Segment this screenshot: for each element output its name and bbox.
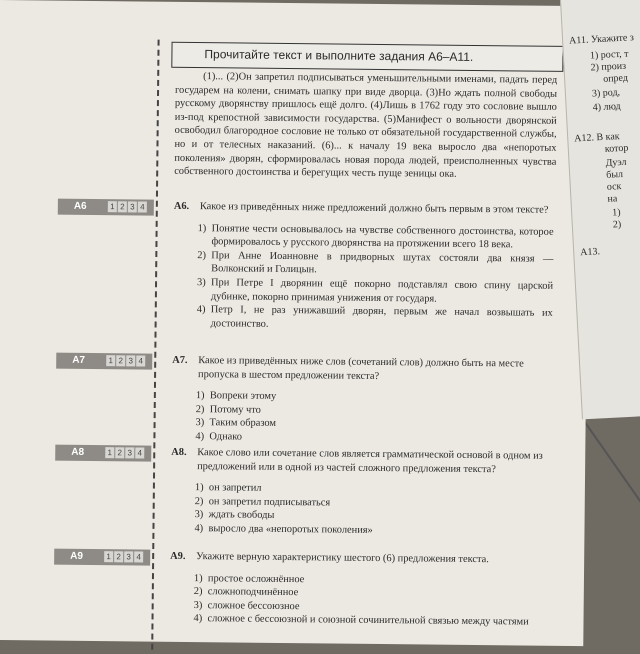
options-list [193,572,550,630]
option-number: 4) [195,431,205,443]
answer-cell-1[interactable]: 1 [106,355,115,366]
question-text: Укажите верную характеристику шестого (6) предложения текста. [196,551,489,566]
option-4 [197,303,553,334]
reading-passage: (1)... (2)Он запретил подписываться уменьшительными именами, падать перед государем на колени, снимать шапку при виде дворца. (3)Но ждать полной свободы русскому дворянству пришлось ещё долго. (4)Лишь в 1762 году это сословие вышло из-под крепостной зависимости государства. (5)Манифест о вольности дворянской освободил благородное сословие не только от обязательной государственной службы, но и от телесных наказаний. (6)... к началу 19 века выросло два «непоротых поколения» дворян, сформировалась новая порода людей, преисполненных чувства собственного достоинства и берегущих честь пуще зеницы ока. [174,71,558,180]
option-number: 1) [197,222,207,234]
option-text: Петр I, не раз унижавший дворян, первым же начал возвышать их достоинство. [210,304,553,330]
answer-cell-2[interactable]: 2 [118,201,127,212]
side-line: 2) произ [590,60,627,74]
answer-cells[interactable] [105,447,144,458]
answer-cell-3[interactable]: 3 [125,447,134,458]
option-4 [195,430,551,447]
question-label: А7 [72,354,86,366]
option-text: Однако [209,431,243,443]
option-3 [197,276,553,307]
option-number: 4) [193,613,203,625]
option-text: Понятие чести основывалось на чувстве собственного достоинства, которое формировалось у русского дворянства на протяжении всего 18 века. [211,222,554,251]
option-number: 1) [194,482,204,494]
question-number: А6. [173,200,190,212]
question-text: Какое из приведённых ниже предложений должно быть первым в этом тексте? [199,201,549,216]
side-line: на [607,193,618,205]
answer-cells[interactable] [104,551,143,562]
option-4 [193,612,549,629]
option-text: При Петре I дворянин ещё покорно подставлял свою спину царской дубинке, покорно принимая унижения от государя. [210,277,554,305]
option-number: 2) [195,403,205,415]
side-line: 4) люд [592,100,621,114]
side-line: А12. В как [574,131,620,145]
question-number: А8. [171,446,187,458]
side-line: опред [602,72,629,85]
answer-cell-3[interactable]: 3 [128,201,137,212]
side-line: котор [604,142,629,155]
option-text: При Анне Иоанновне в придворных шутах состояли два князя — Волконский и Голицын. [211,250,554,276]
question-label: А6 [73,200,87,212]
answer-cell-1[interactable]: 1 [108,201,117,212]
options-list [197,222,554,334]
side-line: был [605,168,624,181]
option-number: 2) [193,586,203,598]
answer-cells[interactable] [108,201,147,212]
answer-cell-4[interactable]: 4 [134,551,143,562]
option-text: выросло два «непоротых поколения» [208,523,373,536]
option-text: он запретил [208,482,262,494]
side-line: А11. Укажите з [568,32,635,47]
question-label: А9 [70,550,84,562]
option-number: 3) [194,509,204,521]
answer-cell-2[interactable]: 2 [114,551,123,562]
answer-cell-4[interactable]: 4 [135,447,144,458]
option-number: 2) [194,495,204,507]
side-line: 3) род, [591,86,621,100]
side-line: 1) [611,207,621,219]
options-list [194,481,551,539]
answer-cell-2[interactable]: 2 [115,447,124,458]
answer-cell-1[interactable]: 1 [105,447,114,458]
answer-cell-3[interactable]: 3 [124,551,133,562]
side-line: 1) рост, т [589,48,629,62]
option-text: ждать свободы [208,509,275,522]
answer-label-a7 [56,353,152,370]
side-line: оск [606,181,622,193]
option-text: он запретил подписываться [208,495,331,509]
options-list [195,389,552,447]
answer-label-a6 [58,199,154,216]
option-number: 4) [194,523,204,535]
question-a7 [171,354,552,448]
question-number: А7. [172,354,188,366]
option-number: 1) [193,572,203,584]
option-number: 4) [196,304,206,316]
side-line: Дуэл [605,156,627,169]
option-4 [194,522,550,539]
answer-cell-1[interactable]: 1 [104,551,113,562]
instruction-text: Прочитайте текст и выполните задания А6–А11. [204,47,474,64]
question-number: А9. [170,550,186,562]
answer-cell-3[interactable]: 3 [126,355,135,366]
question-text: Какое из приведённых ниже слов (сочетаний слов) должно быть на месте пропуска в шестом предложении текста? [198,355,524,382]
option-text: Потому что [209,404,261,416]
option-text: сложноподчинённое [207,586,299,599]
question-a6 [173,200,554,334]
side-line: А13. [579,246,601,259]
answer-cell-4[interactable]: 4 [138,201,147,212]
option-number: 2) [197,249,207,261]
answer-cell-4[interactable]: 4 [136,355,145,366]
option-number: 3) [196,277,206,289]
answer-cells[interactable] [106,355,145,366]
answer-cell-2[interactable]: 2 [116,355,125,366]
option-1 [197,222,553,253]
answer-label-a8 [55,445,151,462]
option-text: Таким образом [209,417,277,430]
instruction-box [171,42,563,72]
question-text: Какое слово или сочетание слов является грамматической основой в одном из предложений или в одной из частей сложного предложения текста? [197,447,543,475]
answer-label-a9 [54,549,150,566]
question-a8 [170,446,551,540]
option-2 [197,249,553,280]
option-text: простое осложнённое [207,572,305,585]
option-text: сложное с бессоюзной и союзной сочинительной связью между частями [207,613,529,628]
option-text: Вопреки этому [209,390,277,403]
side-line: 2) [612,219,622,231]
question-label: А8 [71,446,85,458]
option-number: 3) [193,599,203,611]
option-text: сложное бессоюзное [207,599,300,612]
question-a9 [169,550,550,630]
option-number: 1) [195,390,205,402]
cut-line [151,40,159,650]
option-number: 3) [195,417,205,429]
